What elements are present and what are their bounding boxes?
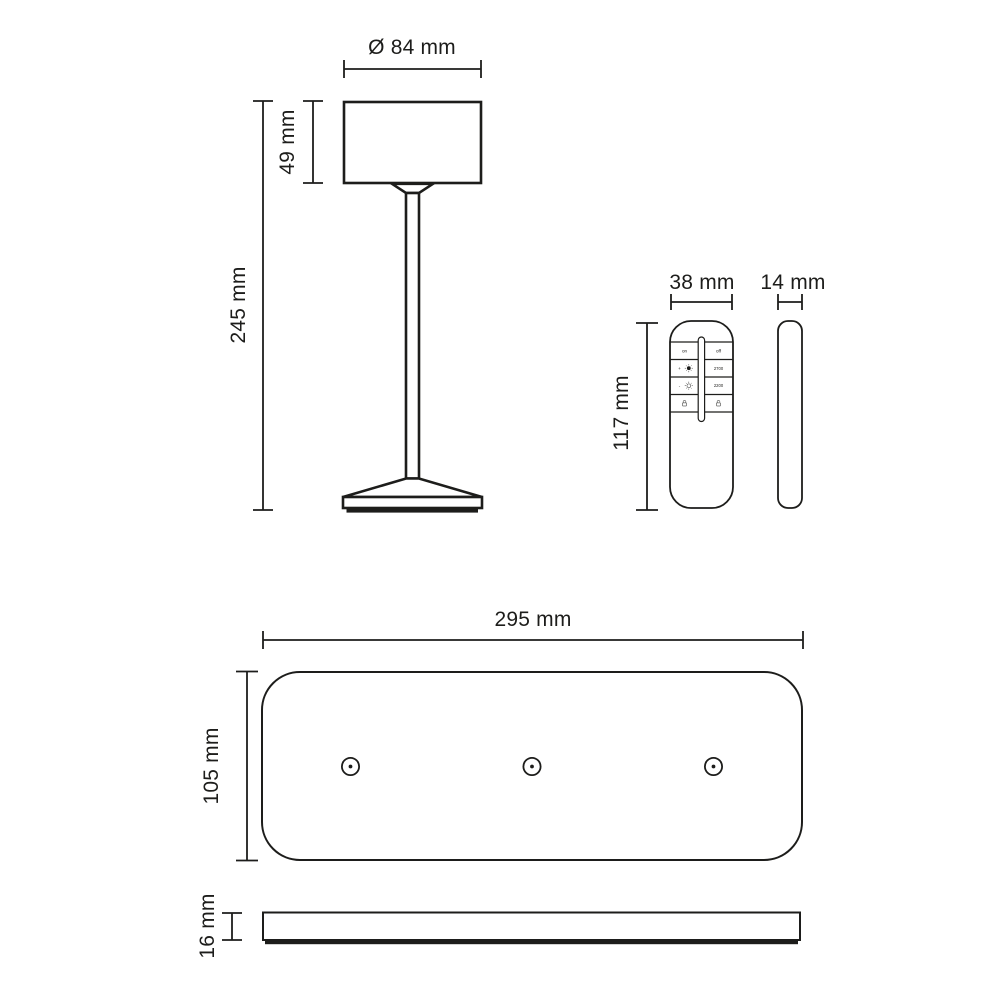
dim-lamp-total-height: [227, 101, 273, 510]
dim-remote-height: [610, 323, 658, 510]
dim-remote-width: [669, 271, 734, 310]
tray-top-view: [262, 672, 802, 860]
tray-side-body: [263, 913, 800, 941]
lamp-shade-height-label: 49 mm: [276, 109, 299, 175]
remote-side-body: [778, 321, 802, 508]
lamp-total-height-label: 245 mm: [227, 266, 250, 344]
dim-lamp-diameter: [344, 36, 481, 78]
dim-tray-height: [196, 893, 242, 958]
dim-tray-depth: [200, 672, 258, 861]
tray-side-view: [263, 913, 800, 945]
remote-width-label: 38 mm: [669, 271, 735, 294]
remote-on-button: on: [681, 348, 688, 354]
remote-cct-2700-button: 2700: [713, 365, 724, 371]
tray-side-foot: [265, 940, 798, 944]
tray-width-label: 295 mm: [494, 608, 572, 631]
remote-height-label: 117 mm: [610, 375, 633, 451]
tray-height-label: 16 mm: [196, 893, 219, 959]
lamp-front-view: [343, 102, 482, 513]
remote-depth-label: 14 mm: [760, 271, 826, 294]
dim-lamp-shade-height: [276, 101, 323, 183]
remote-off-button: off: [715, 348, 722, 354]
lamp-base-cone: [343, 479, 482, 498]
remote-front-view: [670, 321, 733, 508]
dim-tray-width: [263, 608, 803, 649]
lamp-base-foot: [347, 508, 479, 513]
dim-remote-depth: [760, 271, 825, 310]
brightness-up-sign: +: [678, 366, 681, 371]
remote-side-view: [778, 321, 802, 508]
tray-contact-1: [342, 758, 359, 775]
remote-center-rail: [698, 337, 704, 422]
tray-contact-2: [523, 758, 540, 775]
brightness-down-sign: -: [678, 383, 681, 389]
lamp-stem: [406, 193, 419, 479]
tray-contact-3: [705, 758, 722, 775]
lamp-shade: [344, 102, 481, 183]
lamp-diameter-label: Ø 84 mm: [368, 36, 456, 59]
tray-depth-label: 105 mm: [200, 727, 223, 805]
remote-cct-2200-button: 2200: [713, 383, 724, 389]
lamp-base-plinth: [343, 497, 482, 508]
lamp-shade-funnel: [392, 184, 433, 193]
